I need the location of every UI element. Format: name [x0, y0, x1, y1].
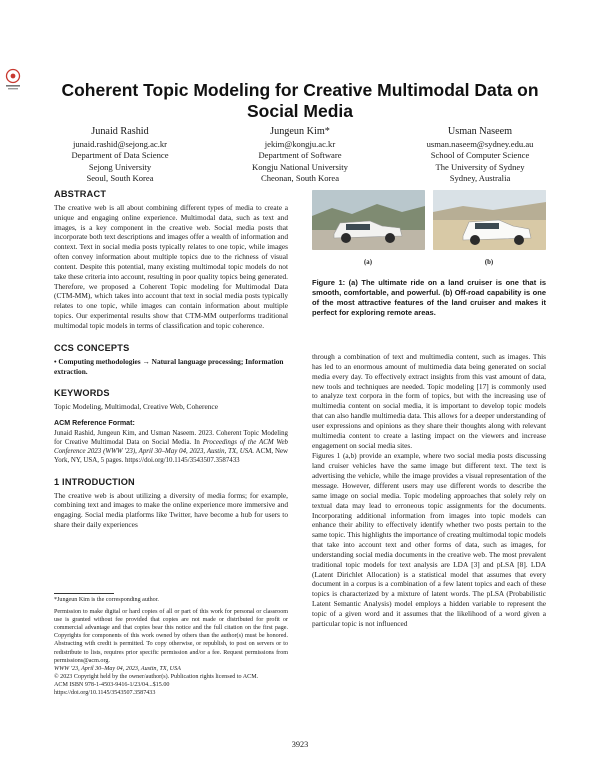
figure-caption: Figure 1: (a) The ultimate ride on a land cruiser is one that is smooth, comfortable, and powerful. (b) Off-road capability is one of the most attractive features of the land cruiser and makes it perfect for exploring remote areas.	[312, 278, 546, 317]
author-name: Junaid Rashid	[91, 126, 149, 137]
author-2	[220, 125, 380, 184]
paper-title: Coherent Topic Modeling for Creative Multimodal Data on Social Media	[61, 80, 539, 121]
footnote-rule	[54, 593, 114, 594]
body-paragraph-1: through a combination of text and multimedia content, such as images. This has led to an enormous amount of multimedia data being generated on social media every day. To effectively extract insights from this vast amount of data, new tools and techniques are needed. Topic modeling [17] is commonly used to analyze text corpora in the form of topics, but with the increasing use of multimedia content on social media, it is important to develop topic models that can also handle multimedia data. This allows for a deeper understanding of user expressions and opinions as they share their thoughts along with relevant multimedia content to create a lasting impact on the viewers and increase engagement on social media sites.	[312, 352, 546, 450]
page-number: 3923	[291, 740, 309, 749]
author-org: Sejong University	[88, 161, 152, 172]
keywords-text: Topic Modeling, Multimodal, Creative Web, Coherence	[54, 402, 218, 412]
body-paragraph-2: Figures 1 (a,b) provide an example, where two social media posts discussing land cruiser vehicles have the same image but different text. The text is advertising the vehicle, while the image provides a visual representation of the message. However, different users may use different words to describe the same image on social media. Topic modeling approaches that solely rely on textual data may lead to erroneous topic assignments for the documents. Incorporating additional information from images into topic models can enhance their ability to effectively identify whether two posts pertain to the same topic. This highlights the importance of creating multimodal topic models that take into account text and other forms of data, such as images, for understanding social media documents in the creative web. The most prevalent traditional topic models for text analysis are LDA [3] and pLSA [8]. LDA (Latent Dirichlet Allocation) is a statistical model that assumes that every document in a corpus is a combination of a few latent topics and each of these topics is characterized by a mixture of latent words. The pLSA (Probabilistic Latent Semantic Analysis) model employs a hidden variable to represent the topic of a given word and it assumes that the likelihood of a word given a particular topic is not influenced	[312, 451, 546, 628]
author-block	[40, 125, 560, 184]
acm-reference-text	[54, 429, 288, 466]
footnotes	[54, 596, 288, 697]
author-org: The University of Sydney	[435, 161, 525, 172]
keywords-heading: KEYWORDS	[54, 388, 110, 399]
conference-line: WWW '23, April 30–May 04, 2023, Austin, TX, USA	[54, 665, 181, 672]
author-name: Jungeun Kim*	[270, 126, 330, 137]
author-email: usman.naseem@sydney.edu.au	[426, 139, 534, 149]
author-name: Usman Naseem	[447, 126, 513, 137]
copyright-line: © 2023 Copyright held by the owner/author(s). Publication rights licensed to ACM.	[54, 673, 259, 680]
author-dept: School of Computer Science	[430, 150, 530, 161]
acm-reference-heading: ACM Reference Format:	[54, 419, 135, 428]
acm-reference-part: Junaid Rashid, Jungeun Kim, and Usman Naseem. 2023. Coherent Topic Modeling for Creative Multimodal Data on Social Media. In	[54, 429, 288, 447]
author-1	[40, 125, 200, 184]
author-dept: Department of Software	[258, 150, 342, 161]
permission-notice: Permission to make digital or hard copies of all or part of this work for personal or classroom use is granted without fee provided that copies are not made or distributed for profit or commercial advantage and that copies bear this notice and the full citation on the first page. Copyrights for components of this work owned by others than the author(s) must be honored. Abstracting with credit is permitted. To copy otherwise, or republish, to post on servers or to redistribute to lists, requires prior specific permission and/or a fee. Request permissions from permissions@acm.org.	[54, 609, 288, 664]
figure-label-a: (a)	[364, 259, 372, 266]
author-place: Cheonan, South Korea	[260, 172, 340, 183]
ccs-text: • Computing methodologies → Natural language processing; Information extraction.	[54, 356, 284, 376]
author-place: Seoul, South Korea	[86, 172, 154, 183]
abstract-heading: ABSTRACT	[54, 189, 107, 199]
author-email: jekim@kongju.ac.kr	[264, 139, 336, 149]
isbn-line: ACM ISBN 978-1-4503-9416-1/23/04...$15.00	[54, 681, 170, 688]
open-access-badge-icon	[2, 68, 24, 92]
right-column	[312, 352, 546, 629]
introduction-heading: 1 INTRODUCTION	[54, 476, 135, 487]
doi-link[interactable]: https://doi.org/10.1145/3543507.3587433	[54, 690, 156, 697]
acm-reference-part: ACM, New York, NY, USA, 5 pages. https://doi.org/10.1145/3543507.3587433	[54, 448, 288, 465]
left-column	[54, 190, 288, 530]
author-place: Sydney, Australia	[449, 172, 511, 183]
acm-reference-venue: Proceedings of the ACM Web Conference 2023 (WWW '23), April 30–May 04, 2023, Austin, TX, USA.	[54, 439, 288, 456]
figure-image-a	[312, 190, 425, 250]
author-dept: Department of Data Science	[71, 150, 169, 161]
abstract-text: The creative web is all about combining different types of media to create a unique and engaging online experience. Multimodal data, such as text and images, is a key component in the creative web. Social media posts that incorporate both text descriptions and images offer a wealth of information and context. Text in social media posts typically relates to one topic, while images often convey information about multiple topics due to the richness of visual content. Despite this potential, many existing multimodal topic models do not take these criteria into account, resulting in poor quality topics being generated. Therefore, we proposed a Coherent Topic modeling for Multimodal Data (CTM-MM), which takes into account that text in social media posts typically relates to one topic, while images can contain information about multiple topics. Our experimental results show that CTM-MM outperforms traditional multimodal topic models in terms of classification and topic coherence.	[54, 202, 288, 330]
figure-label-b: (b)	[484, 259, 494, 266]
author-email: junaid.rashid@sejong.ac.kr	[72, 139, 168, 149]
author-3	[400, 125, 560, 184]
introduction-text: The creative web is about utilizing a diversity of media forms; for example, combining text and images to make the online experience more immersive and engaging. Social media platforms like Twitter, have become a hub for users to share their daily experiences	[54, 490, 288, 530]
corresponding-author-note: *Jungeun Kim is the corresponding author.	[54, 597, 159, 603]
figure-image-b	[433, 190, 546, 250]
author-org: Kongju National University	[252, 161, 348, 172]
ccs-heading: CCS CONCEPTS	[54, 342, 130, 353]
